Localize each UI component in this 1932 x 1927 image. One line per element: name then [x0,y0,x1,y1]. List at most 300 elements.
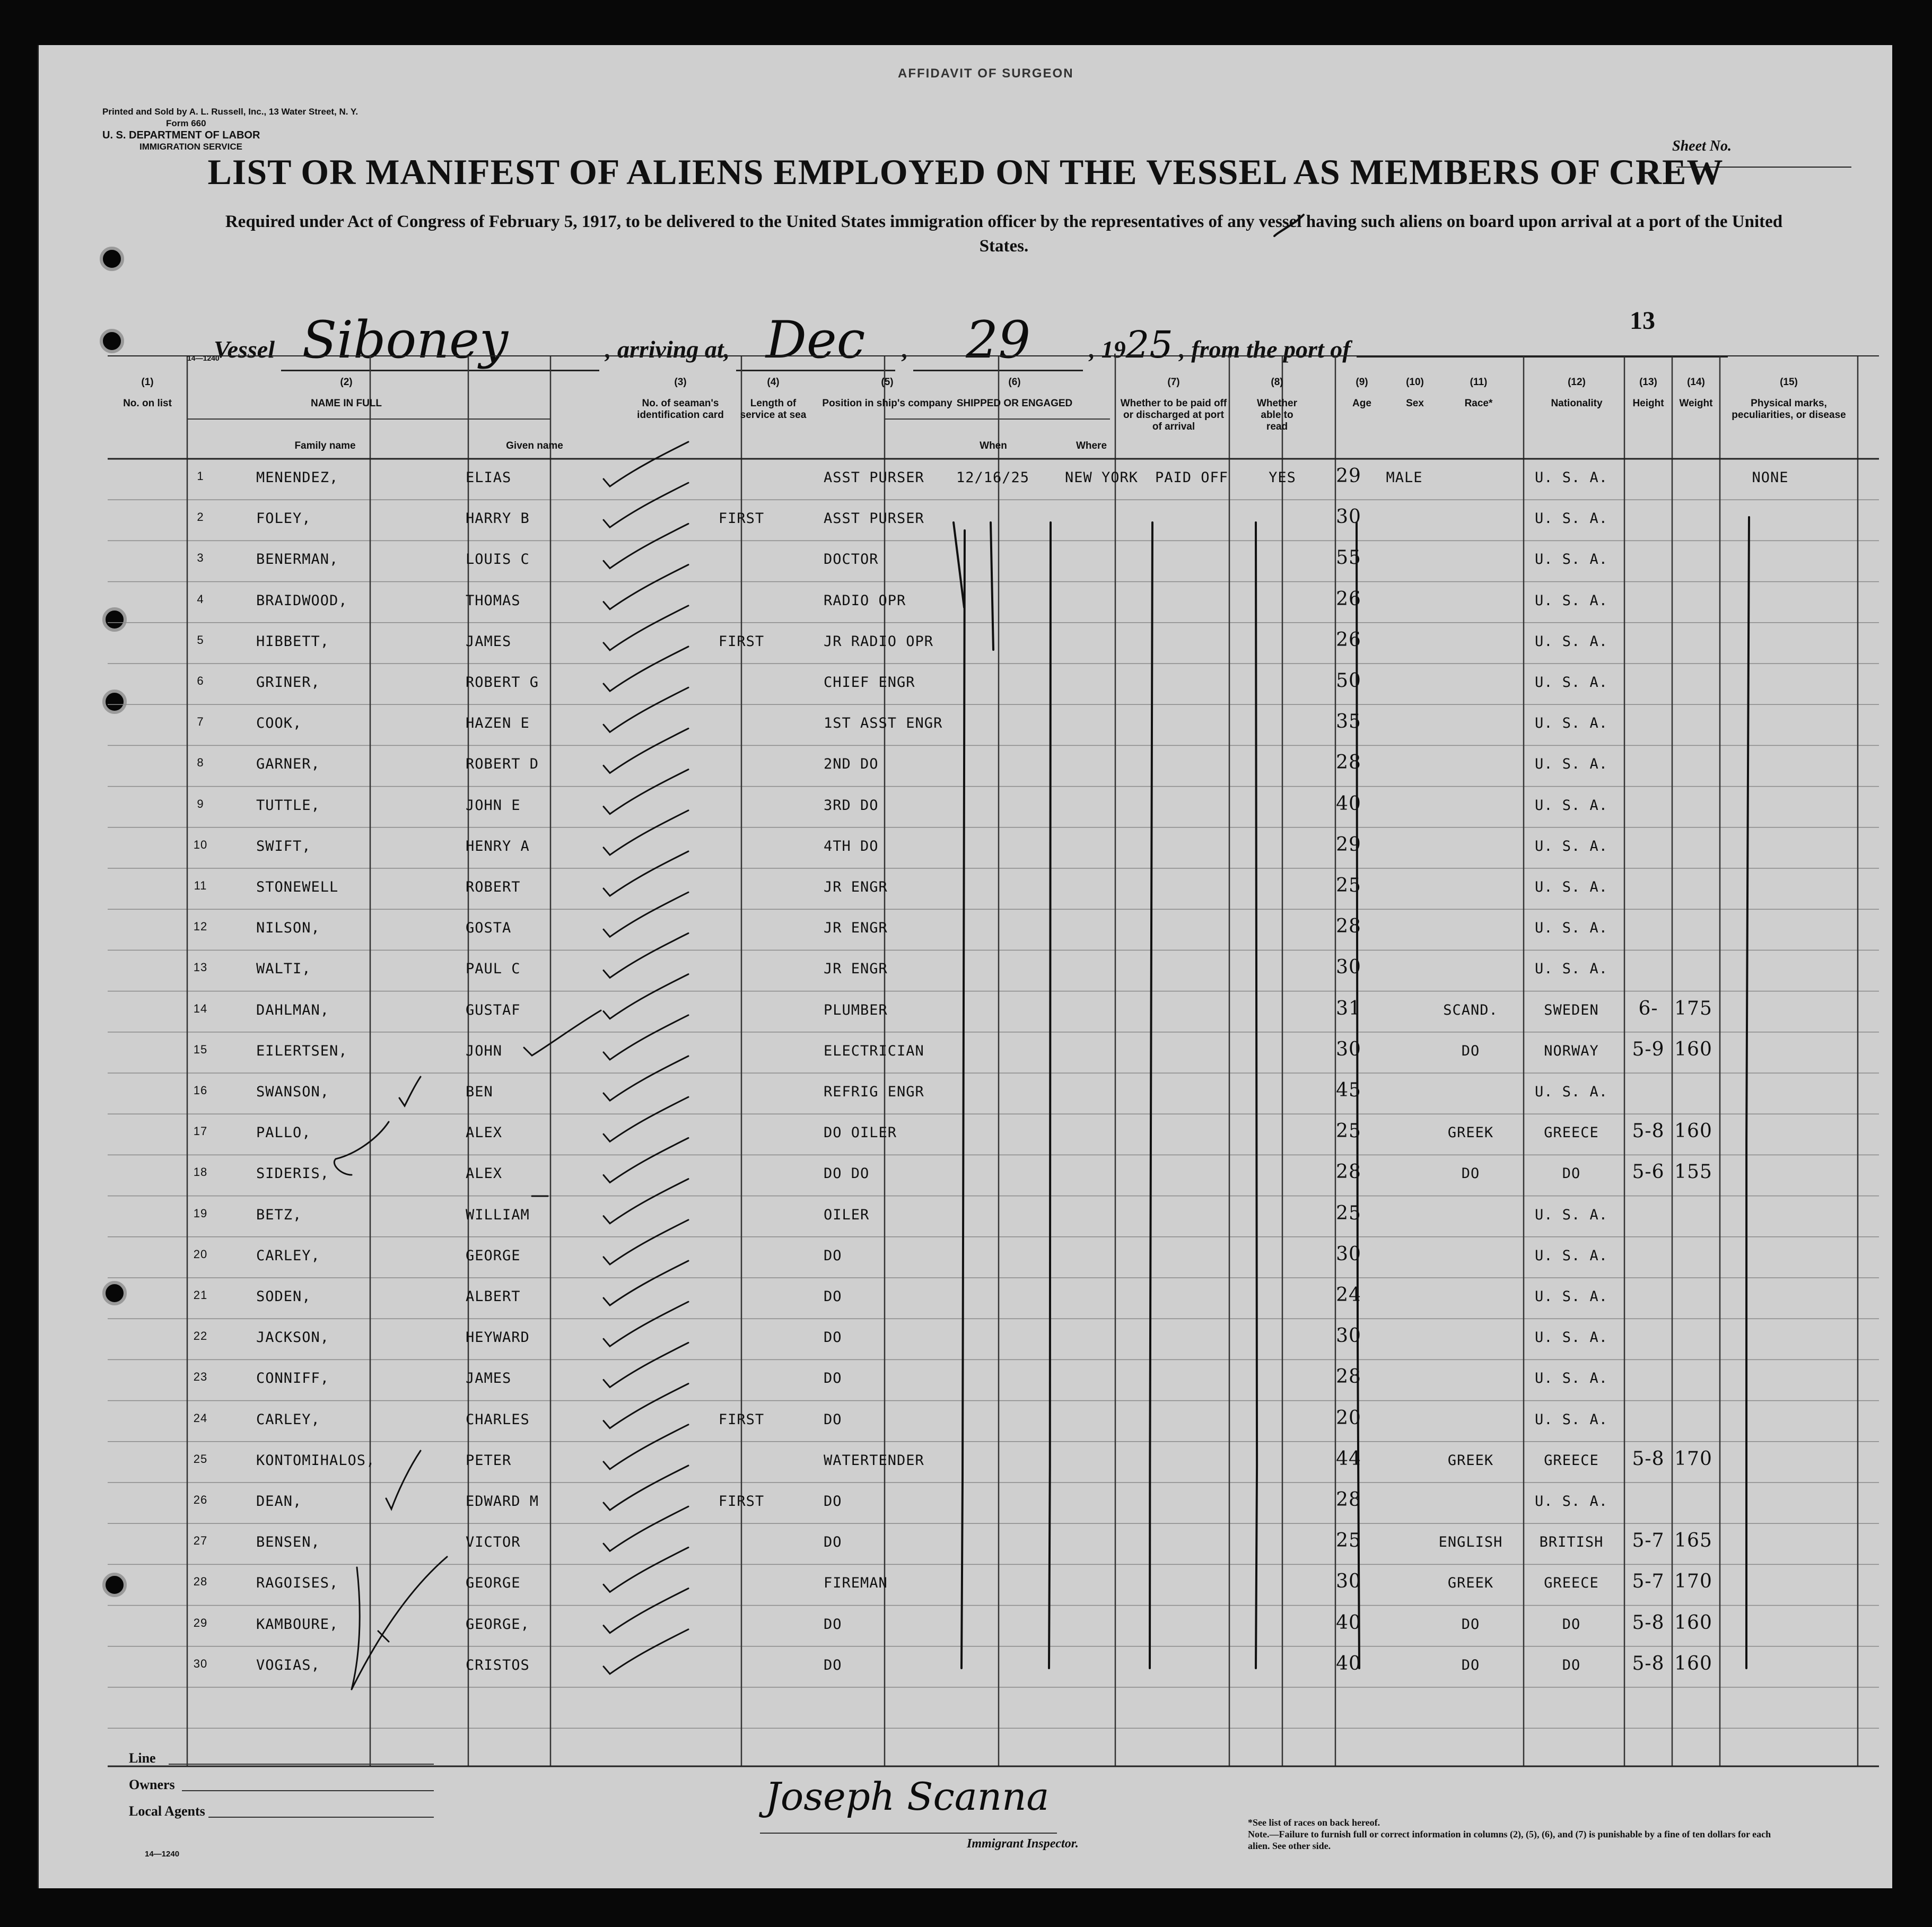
check-mark [604,647,688,691]
nationality: U. S. A. [1534,510,1608,527]
race: DO [1461,1656,1480,1673]
row-number: 18 [193,1165,208,1179]
column-header-c2: NAME IN FULL [310,398,382,409]
given-name: WILLIAM [466,1206,530,1223]
weight: 160 [1674,1611,1712,1634]
position: DO [824,1656,842,1673]
check-mark [604,1425,688,1469]
check-mark [604,1261,688,1305]
position: JR ENGR [824,961,888,978]
column-header-c8: Whether able to read [1257,398,1297,432]
check-mark [604,1506,688,1551]
given-name-header: Given name [506,440,563,451]
position: CHIEF ENGR [824,674,915,691]
race: GREEK [1447,1575,1494,1592]
age: 50 [1336,670,1361,692]
given-name: ALEX [466,1124,503,1141]
row-number: 26 [193,1493,208,1506]
given-name: JAMES [466,1370,512,1387]
position: JR RADIO OPR [824,633,934,650]
race: GREEK [1447,1124,1494,1141]
column-header-c10: Sex [1406,398,1424,409]
weight: 170 [1674,1448,1712,1470]
position: JR ENGR [824,920,888,937]
check-mark [604,851,688,896]
given-name: EDWARD M [466,1493,539,1510]
given-name: HEYWARD [466,1329,530,1346]
column-number-c6: (6) [1008,377,1021,388]
nationality: U. S. A. [1534,1370,1608,1387]
family-name: RAGOISES, [256,1575,339,1592]
position: 4TH DO [824,838,879,854]
family-name: DAHLMAN, [256,1001,330,1018]
position: RADIO OPR [824,592,906,609]
age: 29 [1336,465,1361,487]
nationality: U. S. A. [1534,1206,1608,1223]
family-name: KAMBOURE, [256,1616,339,1633]
given-name: PAUL C [466,961,521,978]
line-rule [169,1764,434,1765]
column-header-c9: Age [1352,398,1371,409]
column-number-c12: (12) [1568,377,1586,388]
check-mark [604,1466,688,1510]
row-number: 20 [193,1247,208,1261]
given-name: ROBERT [466,879,521,895]
large-check-stroke [352,1567,360,1689]
given-name: HAZEN E [466,715,530,732]
nationality: U. S. A. [1534,633,1608,650]
position: DO OILER [824,1124,897,1141]
age: 40 [1336,1611,1361,1634]
check-mark [604,933,688,978]
races-footnote: *See list of races on back hereof. [1248,1817,1380,1828]
row-number: 2 [197,510,204,524]
row-number: 13 [193,961,208,974]
given-name: JAMES [466,633,512,650]
row-number: 4 [197,592,204,606]
family-name: COOK, [256,715,302,732]
position: ASST PURSER [824,469,924,486]
printer-line: Printed and Sold by A. L. Russell, Inc., 13 Water Street, N. Y. [102,107,359,117]
check-mark [604,442,688,486]
able-to-read: YES [1269,469,1296,486]
row-number: 30 [193,1656,208,1670]
given-name: LOUIS C [466,551,530,568]
row-number: 14 [193,1001,208,1015]
family-name: NILSON, [256,920,320,937]
race: DO [1461,1165,1480,1182]
age: 30 [1336,1038,1361,1060]
check-mark [604,1589,688,1633]
nationality: U. S. A. [1534,1247,1608,1264]
column-header-c3: No. of seaman's identification card [637,398,724,421]
column-header-c4: Length of service at sea [740,398,807,421]
check-mark [604,728,688,773]
row-number: 7 [197,715,204,729]
position: DO [824,1288,842,1305]
given-name: HARRY B [466,510,530,527]
signature-line [760,1833,1057,1834]
column-header-c13: Height [1632,398,1664,409]
age: 45 [1336,1079,1361,1101]
age: 30 [1336,956,1361,979]
family-name: FOLEY, [256,510,311,527]
age: 30 [1336,1325,1361,1347]
position: OILER [824,1206,870,1223]
nationality: NORWAY [1544,1042,1599,1059]
age: 28 [1336,1161,1361,1183]
check-mark [604,810,688,855]
family-name: BENSEN, [256,1534,320,1551]
row-number: 23 [193,1370,208,1384]
line-label: Line [129,1750,156,1766]
weight: 160 [1674,1652,1712,1675]
row-number: 19 [193,1206,208,1220]
inspector-signature: Joseph Scanna [765,1774,1050,1819]
position: 2ND DO [824,756,879,773]
row-number: 9 [197,797,204,810]
eilertsen-check-mark [399,1077,421,1106]
row-number: 1 [197,469,204,483]
race: SCAND. [1443,1001,1498,1018]
row-number: 5 [197,633,204,647]
swanson-mark [334,1122,389,1175]
row-number: 11 [194,879,207,892]
height: 5-8 [1632,1611,1665,1634]
nationality: U. S. A. [1534,469,1608,486]
age: 20 [1336,1407,1361,1429]
given-name: GUSTAF [466,1001,521,1018]
check-mark [604,1138,688,1182]
column-number-c7: (7) [1167,377,1180,388]
form-code-top: 14—1240 [187,354,220,362]
requirement-text: Required under Act of Congress of February 5, 1917, to be delivered to the United States immigration officer by the representatives of any vessel having such aliens on board upon arrival at a port of the United States. [225,212,1783,256]
nationality: DO [1562,1616,1581,1633]
check-mark [604,565,688,609]
given-name: GEORGE, [466,1616,530,1633]
year-prefix: , 19 [1089,336,1126,363]
family-name: STONEWELL [256,879,339,895]
age: 35 [1336,711,1361,733]
race: DO [1461,1616,1480,1633]
row-number: 10 [193,838,208,851]
nationality: U. S. A. [1534,961,1608,978]
column-header-c6: SHIPPED OR ENGAGED [956,398,1073,409]
nationality: GREECE [1544,1124,1599,1141]
form-code-bottom: 14—1240 [145,1850,180,1859]
given-name: PETER [466,1452,512,1469]
penalty-footnote: Note.—Failure to furnish full or correct information in columns (2), (5), (6), and (7) is punishable by a fine of ten dollars for each alien. See other side. [1248,1829,1771,1851]
weight: 175 [1674,997,1712,1019]
column-number-c10: (10) [1406,377,1424,388]
row-number: 22 [193,1329,208,1343]
position: WATERTENDER [824,1452,924,1469]
nationality: DO [1562,1165,1581,1182]
check-mark [604,1015,688,1060]
check-mark [604,606,688,650]
family-name: SIDERIS, [256,1165,330,1182]
page-number: 13 [1630,307,1655,335]
arrival-month: Dec [736,310,895,371]
sheet-number-label: Sheet No. [1672,138,1732,154]
local-agents-label: Local Agents [129,1803,205,1819]
shipped-where: NEW YORK [1065,469,1139,486]
height: 5-8 [1632,1448,1665,1470]
column-number-c3: (3) [674,377,687,388]
given-name: ROBERT D [466,756,539,773]
check-mark [604,1384,688,1428]
column-header-c5: Position in ship's company [822,398,952,409]
family-name: WALTI, [256,961,311,978]
given-name: ROBERT G [466,674,539,691]
check-mark [604,1179,688,1224]
age: 28 [1336,1489,1361,1511]
position: 3RD DO [824,797,879,814]
age: 28 [1336,915,1361,938]
height: 6- [1638,997,1658,1019]
nationality: BRITISH [1539,1534,1604,1551]
given-name: ALBERT [466,1288,521,1305]
position: DO [824,1370,842,1387]
column-number-c4: (4) [767,377,780,388]
position: PLUMBER [824,1001,888,1018]
family-name: GRINER, [256,674,320,691]
nationality: U. S. A. [1534,879,1608,895]
row-number: 24 [193,1411,208,1425]
row-number: 25 [193,1452,208,1466]
handwritten-marks [39,45,1892,1888]
age: 55 [1336,547,1361,569]
position: JR ENGR [824,879,888,895]
column-number-c11: (11) [1470,377,1488,388]
family-name: SWIFT, [256,838,311,854]
family-name: CONNIFF, [256,1370,330,1387]
shipped-when: 12/16/25 [956,469,1030,486]
position: DO [824,1534,842,1551]
nationality: DO [1562,1656,1581,1673]
family-name: SWANSON, [256,1084,330,1100]
height: 5-8 [1632,1652,1665,1675]
position: FIREMAN [824,1575,888,1592]
row-number: 3 [197,551,204,565]
age: 28 [1336,1366,1361,1388]
age: 25 [1336,1120,1361,1143]
age: 28 [1336,752,1361,774]
family-name: JACKSON, [256,1329,330,1346]
age: 25 [1336,1530,1361,1552]
nationality: U. S. A. [1534,797,1608,814]
check-mark [604,1097,688,1141]
height: 5-7 [1632,1571,1665,1593]
given-name: GEORGE [466,1575,521,1592]
shipped-where-header: Where [1076,440,1107,451]
column-header-c15: Physical marks, peculiarities, or disease [1732,398,1846,421]
page-title: LIST OR MANIFEST OF ALIENS EMPLOYED ON THE VESSEL AS MEMBERS OF CREW [207,152,1724,192]
row-number: 29 [193,1616,208,1629]
height: 5-7 [1632,1530,1665,1552]
column-number-c5: (5) [881,377,894,388]
vessel-label: Vessel [214,336,275,363]
owners-rule [182,1790,434,1791]
position: DO [824,1411,842,1428]
column-number-c1: (1) [141,377,154,388]
position: DO [824,1329,842,1346]
family-name: KONTOMIHALOS, [256,1452,375,1469]
family-name: BETZ, [256,1206,302,1223]
given-name: THOMAS [466,592,521,609]
row-number: 28 [193,1575,208,1589]
given-name: JOHN E [466,797,521,814]
age: 24 [1336,1284,1361,1306]
given-name: ALEX [466,1165,503,1182]
column-header-c14: Weight [1679,398,1713,409]
check-mark [604,1342,688,1387]
given-name: CRISTOS [466,1656,530,1673]
vessel-line: Vessel Siboney , arriving at, Dec , 29 , 1925 , from the port of [214,310,1728,371]
affidavit-heading: AFFIDAVIT OF SURGEON [898,66,1074,81]
nationality: GREECE [1544,1575,1599,1592]
age: 26 [1336,588,1361,610]
shipped-when-header: When [980,440,1007,451]
column-header-c12: Nationality [1551,398,1603,409]
nationality: U. S. A. [1534,756,1608,773]
arrival-day: 29 [913,310,1083,371]
vessel-name: Siboney [281,310,599,371]
position: REFRIG ENGR [824,1084,924,1100]
row-number: 12 [193,920,208,934]
family-name: GARNER, [256,756,320,773]
position: DO [824,1247,842,1264]
row-number: 16 [193,1084,208,1097]
check-mark [604,524,688,568]
nationality: U. S. A. [1534,592,1608,609]
family-name: BRAIDWOOD, [256,592,348,609]
from-port-label: , from the port of [1179,336,1351,363]
family-name-header: Family name [294,440,356,451]
row-number: 6 [197,674,204,687]
race: DO [1461,1042,1480,1059]
column-number-c13: (13) [1639,377,1657,388]
nationality: GREECE [1544,1452,1599,1469]
given-name: HENRY A [466,838,530,854]
nationality: U. S. A. [1534,1411,1608,1428]
given-name: GEORGE [466,1247,521,1264]
nationality: U. S. A. [1534,1084,1608,1100]
large-check-stroke [352,1557,447,1689]
given-name: GOSTA [466,920,512,937]
check-mark [604,892,688,937]
check-mark [604,1056,688,1101]
length-of-service: FIRST [718,1493,765,1510]
manifest-sheet [37,45,1892,1888]
weight: 170 [1674,1571,1712,1593]
nationality: U. S. A. [1534,838,1608,854]
owners-label: Owners [129,1777,175,1792]
age: 30 [1336,1571,1361,1593]
local-agents-rule [208,1817,434,1818]
column-header-c7: Whether to be paid off or discharged at port of arrival [1120,398,1227,432]
position: DO DO [824,1165,870,1182]
service-name: IMMIGRATION SERVICE [139,142,242,152]
family-name: MENENDEZ, [256,469,339,486]
weight: 155 [1674,1161,1712,1183]
row-number: 15 [193,1042,208,1056]
weight: 165 [1674,1530,1712,1552]
column-number-c2: (2) [340,377,353,388]
given-name: JOHN [466,1042,503,1059]
family-name: HIBBETT, [256,633,330,650]
check-mark [604,1629,688,1674]
weight: 160 [1674,1038,1712,1060]
position: 1ST ASST ENGR [824,715,943,732]
physical-marks: NONE [1752,469,1789,486]
age: 29 [1336,833,1361,856]
length-of-service: FIRST [718,1411,765,1428]
length-of-service: FIRST [718,510,765,527]
row-number: 21 [193,1288,208,1302]
check-mark [604,1302,688,1346]
column-number-c15: (15) [1780,377,1798,388]
check-mark [604,1220,688,1265]
paid-off: PAID OFF [1155,469,1229,486]
given-name: ELIAS [466,469,512,486]
height: 5-6 [1632,1161,1665,1183]
age: 40 [1336,792,1361,815]
family-name: VOGIAS, [256,1656,320,1673]
check-mark [604,483,688,527]
nationality: U. S. A. [1534,920,1608,937]
family-name: TUTTLE, [256,797,320,814]
given-name: BEN [466,1084,493,1100]
position: DOCTOR [824,551,879,568]
age: 25 [1336,1202,1361,1224]
height: 5-8 [1632,1120,1665,1143]
position: DO [824,1616,842,1633]
nationality: U. S. A. [1534,1329,1608,1346]
age: 30 [1336,506,1361,528]
family-name: EILERTSEN, [256,1042,348,1059]
age: 30 [1336,1243,1361,1265]
row-number: 17 [193,1124,208,1138]
given-name: CHARLES [466,1411,530,1428]
length-of-service: FIRST [718,633,765,650]
column-number-c9: (9) [1356,377,1368,388]
nationality: U. S. A. [1534,674,1608,691]
age: 40 [1336,1652,1361,1675]
family-name: BENERMAN, [256,551,339,568]
column-number-c8: (8) [1271,377,1283,388]
nationality: U. S. A. [1534,1493,1608,1510]
nationality: U. S. A. [1534,551,1608,568]
family-name: SODEN, [256,1288,311,1305]
inspector-label: Immigrant Inspector. [967,1837,1079,1851]
check-mark [604,687,688,732]
row-number: 8 [197,756,204,770]
nationality: U. S. A. [1534,1288,1608,1305]
check-mark [604,1547,688,1592]
row-number: 27 [193,1534,208,1548]
form-number: Form 660 [166,118,206,128]
race: ENGLISH [1438,1534,1503,1551]
family-name: DEAN, [256,1493,302,1510]
column-number-c14: (14) [1687,377,1705,388]
family-name: CARLEY, [256,1411,320,1428]
age: 25 [1336,875,1361,896]
sex: MALE [1386,469,1423,486]
family-name: PALLO, [256,1124,311,1141]
nationality: U. S. A. [1534,715,1608,732]
position: DO [824,1493,842,1510]
